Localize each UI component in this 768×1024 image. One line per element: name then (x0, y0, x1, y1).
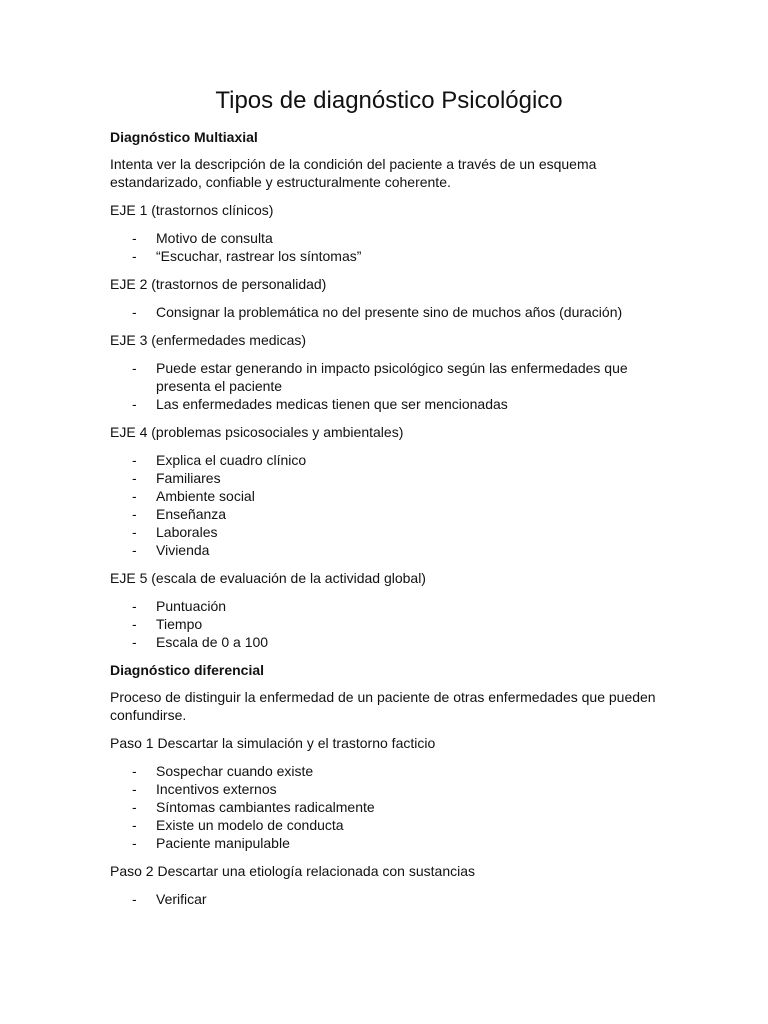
bullet-dash: - (132, 835, 137, 851)
list-item (110, 451, 668, 469)
section-heading: Diagnóstico Multiaxial (110, 129, 258, 145)
list-item (110, 541, 668, 559)
list-item (110, 359, 668, 395)
bullet-list (110, 597, 668, 651)
bullet-list (110, 229, 668, 265)
list-item-text: Verificar (156, 891, 207, 907)
list-item-text: Existe un modelo de conducta (156, 817, 344, 833)
list-item (110, 834, 668, 852)
list-item-text: Vivienda (156, 542, 210, 558)
bullet-dash: - (132, 304, 137, 320)
list-item-text: Enseñanza (156, 506, 227, 522)
bullet-list (110, 451, 668, 559)
bullet-dash: - (132, 360, 137, 376)
list-item (110, 247, 668, 265)
list-item-text: Puede estar generando in impacto psicológico según las enfermedades que presenta el paciente (156, 360, 628, 394)
list-item (110, 762, 668, 780)
list-item (110, 229, 668, 247)
list-item (110, 890, 668, 908)
bullet-dash: - (132, 506, 137, 522)
group-label: EJE 3 (enfermedades medicas) (110, 332, 307, 348)
section-intro: Proceso de distinguir la enfermedad de un paciente de otras enfermedades que pueden confundirse. (110, 689, 656, 723)
list-item-text: Ambiente social (156, 488, 255, 504)
list-item-text: “Escuchar, rastrear los síntomas” (156, 248, 362, 264)
list-item (110, 780, 668, 798)
group-label: Paso 1 Descartar la simulación y el trastorno facticio (110, 735, 436, 751)
list-item (110, 395, 668, 413)
bullet-dash: - (132, 598, 137, 614)
document-title: Tipos de diagnóstico Psicológico (215, 87, 563, 114)
list-item-text: Escala de 0 a 100 (156, 634, 269, 650)
list-item-text: Paciente manipulable (156, 835, 290, 851)
list-item (110, 469, 668, 487)
document-body (110, 128, 668, 908)
group-label: EJE 4 (problemas psicosociales y ambientales) (110, 424, 404, 440)
list-item (110, 487, 668, 505)
bullet-dash: - (132, 781, 137, 797)
list-item-text: Las enfermedades medicas tienen que ser mencionadas (156, 396, 508, 412)
list-item-text: Familiares (156, 470, 221, 486)
list-item-text: Explica el cuadro clínico (156, 452, 307, 468)
bullet-list (110, 303, 668, 321)
bullet-dash: - (132, 452, 137, 468)
list-item-text: Síntomas cambiantes radicalmente (156, 799, 375, 815)
bullet-dash: - (132, 799, 137, 815)
bullet-dash: - (132, 634, 137, 650)
group-label: EJE 2 (trastornos de personalidad) (110, 276, 327, 292)
bullet-list (110, 890, 668, 908)
list-item (110, 523, 668, 541)
list-item (110, 597, 668, 615)
section-intro: Intenta ver la descripción de la condición del paciente a través de un esquema estandarizado, confiable y estructuralmente coherente. (110, 156, 597, 190)
list-item-text: Tiempo (156, 616, 203, 632)
list-item (110, 633, 668, 651)
section-heading: Diagnóstico diferencial (110, 662, 265, 678)
bullet-dash: - (132, 396, 137, 412)
bullet-list (110, 359, 668, 413)
bullet-dash: - (132, 230, 137, 246)
bullet-list (110, 762, 668, 852)
list-item-text: Sospechar cuando existe (156, 763, 314, 779)
list-item-text: Motivo de consulta (156, 230, 273, 246)
bullet-dash: - (132, 524, 137, 540)
list-item (110, 303, 668, 321)
list-item (110, 505, 668, 523)
bullet-dash: - (132, 817, 137, 833)
list-item-text: Incentivos externos (156, 781, 277, 797)
list-item (110, 615, 668, 633)
group-label: EJE 1 (trastornos clínicos) (110, 202, 274, 218)
bullet-dash: - (132, 616, 137, 632)
list-item-text: Laborales (156, 524, 218, 540)
bullet-dash: - (132, 763, 137, 779)
bullet-dash: - (132, 488, 137, 504)
list-item-text: Puntuación (156, 598, 227, 614)
bullet-dash: - (132, 891, 137, 907)
list-item (110, 816, 668, 834)
bullet-dash: - (132, 542, 137, 558)
bullet-dash: - (132, 470, 137, 486)
list-item-text: Consignar la problemática no del presente sino de muchos años (duración) (156, 304, 623, 320)
list-item (110, 798, 668, 816)
group-label: EJE 5 (escala de evaluación de la actividad global) (110, 570, 426, 586)
group-label: Paso 2 Descartar una etiología relacionada con sustancias (110, 863, 475, 879)
bullet-dash: - (132, 248, 137, 264)
